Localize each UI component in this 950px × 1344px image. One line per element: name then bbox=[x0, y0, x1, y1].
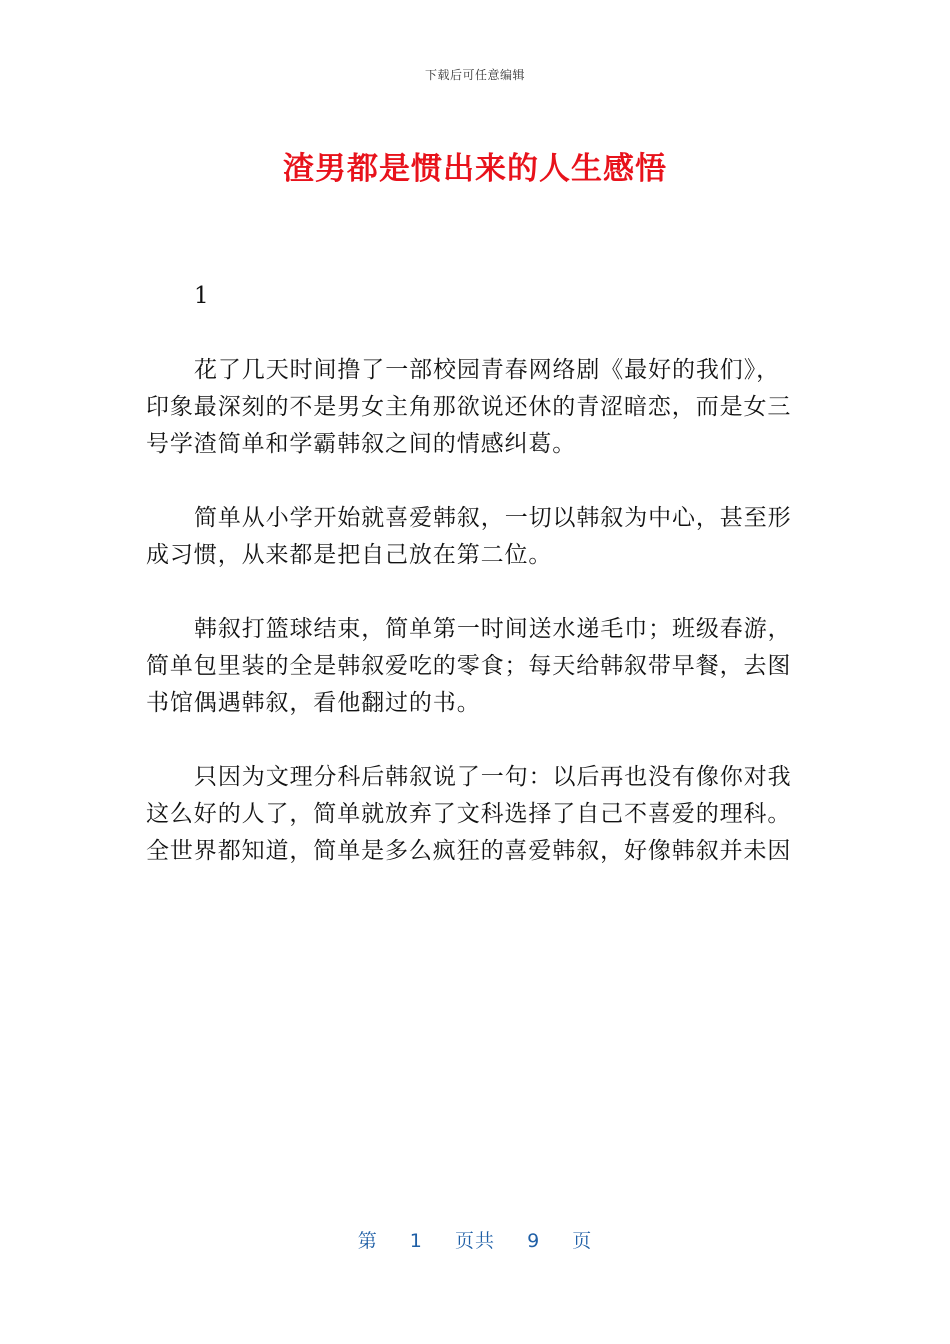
page-label-prefix: 第 bbox=[357, 1230, 378, 1252]
paragraph: 简单从小学开始就喜爱韩叙，一切以韩叙为中心，甚至形成习惯，从来都是把自己放在第二位。 bbox=[146, 505, 792, 568]
page-label-suffix: 页 bbox=[572, 1230, 593, 1252]
paragraph: 只因为文理分科后韩叙说了一句：以后再也没有像你对我这么好的人了，简单就放弃了文科选择了自己不喜爱的理科。全世界都知道，简单是多么疯狂的喜爱韩叙，好像韩叙并未因 bbox=[146, 764, 792, 864]
total-pages-number: 9 bbox=[527, 1230, 541, 1252]
header-note: 下载后可任意编辑 bbox=[424, 68, 525, 82]
paragraph: 花了几天时间撸了一部校园青春网络剧《最好的我们》，印象最深刻的不是男女主角那欲说还休的青涩暗恋，而是女三号学渣简单和学霸韩叙之间的情感纠葛。 bbox=[146, 357, 792, 457]
paragraph: 韩叙打篮球结束，简单第一时间送水递毛巾；班级春游，简单包里装的全是韩叙爱吃的零食；每天给韩叙带早餐，去图书馆偶遇韩叙，看他翻过的书。 bbox=[146, 616, 792, 716]
page-label-mid: 页共 bbox=[454, 1230, 495, 1252]
document-title: 渣男都是惯出来的人生感悟 bbox=[283, 151, 667, 187]
current-page-number: 1 bbox=[409, 1230, 423, 1252]
page-footer bbox=[0, 1226, 950, 1253]
document-body bbox=[146, 278, 794, 907]
section-number: 1 bbox=[194, 283, 210, 309]
